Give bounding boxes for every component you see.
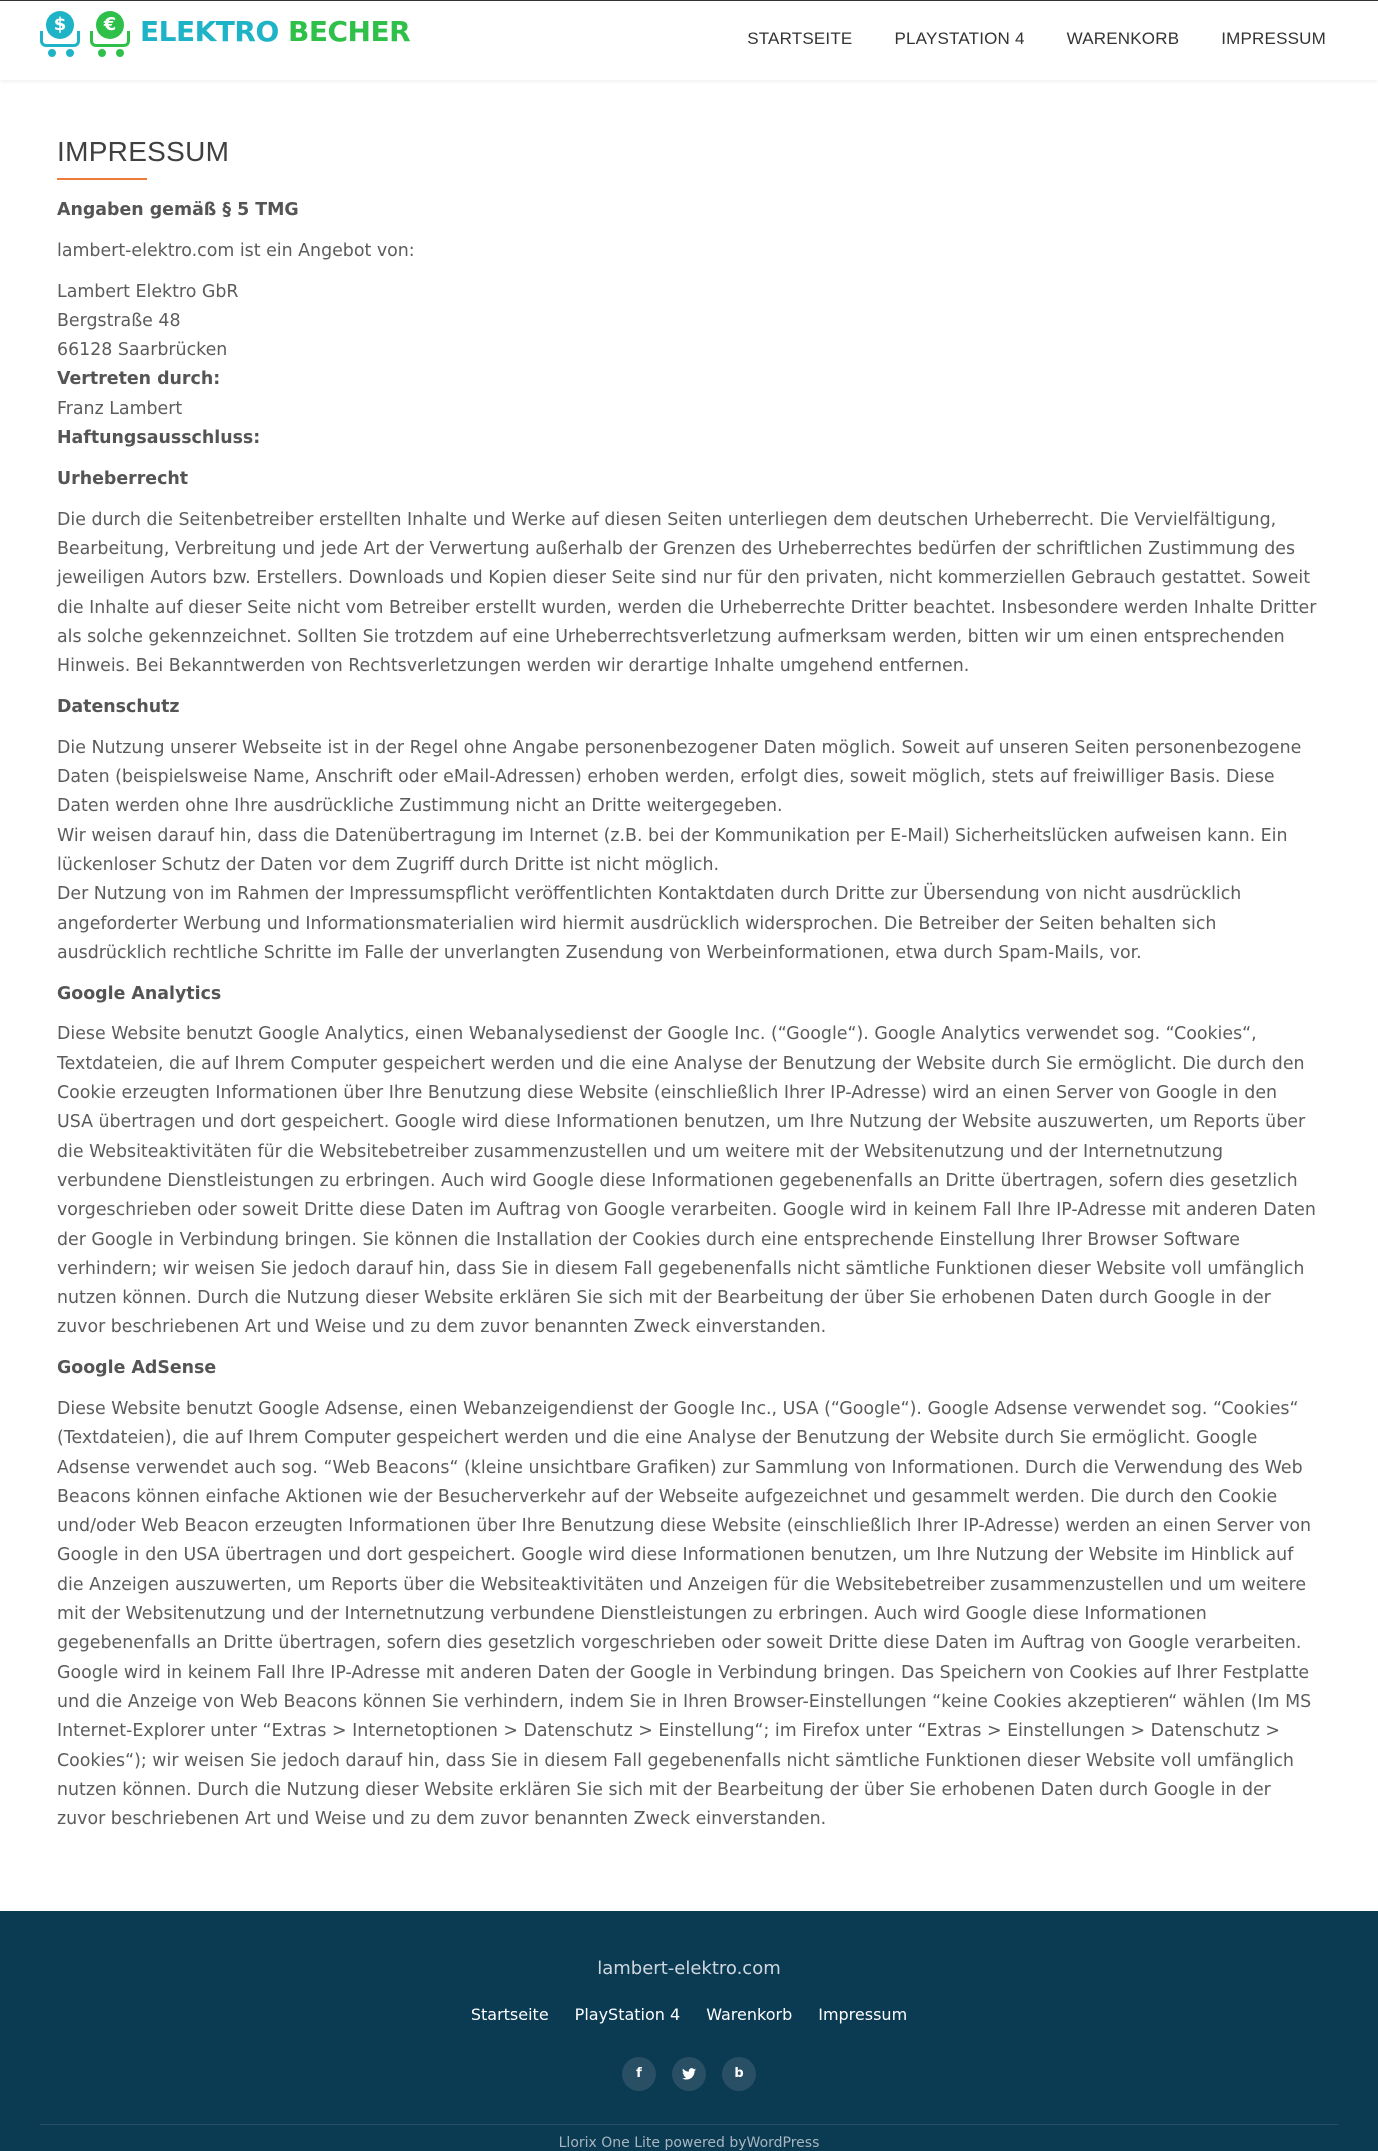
footer-nav-playstation-4[interactable]: PlayStation 4 [574, 2005, 681, 2024]
privacy-heading: Datenschutz [57, 696, 180, 717]
privacy-text-3: Der Nutzung von im Rahmen der Impressumspflicht veröffentlichten Kontaktdaten durch Dritte zur Übersendung von nicht ausdrücklich angeforderter Werbung und Informationsmaterialien wird hiermit ausdrücklich widersprochen. Die Betreiber der Seiten behalten sich ausdrücklich rechtliche Schritte im Falle der unverlangten Zusendung von Werbeinformationen, etwa durch Spam-Mails, vor. [57, 884, 1242, 963]
address-city: 66128 Saarbrücken [57, 340, 228, 361]
copyright-text: Die durch die Seitenbetreiber erstellten Inhalte und Werke auf diesen Seiten unterliegen dem deutschen Urheberrecht. Die Vervielfältigung, Bearbeitung, Verbreitung und jede Art der Verwertung außerhalb der Grenzen des Urheberrechtes bedürfen der schriftlichen Zustimmung des jeweiligen Autors bzw. Erstellers. Downloads und Kopien dieser Seite sind nur für den privaten, nicht kommerziellen Gebrauch gestattet. Soweit die Inhalte auf dieser Seite nicht vom Betreiber erstellt wurden, werden die Urheberrechte Dritter beachtet. Insbesondere werden Inhalte Dritter als solche gekennzeichnet. Sollten Sie trotzdem auf eine Urheberrechtsverletzung aufmerksam werden, bitten wir um einen entsprechenden Hinweis. Bei Bekanntwerden von Rechtsverletzungen werden wir derartige Inhalte umgehend entfernen. [57, 509, 1317, 677]
privacy-text [57, 734, 1317, 968]
logo-cart-icons [40, 11, 134, 59]
copyright-heading: Urheberrecht [57, 468, 189, 489]
footer-nav [0, 2005, 1378, 2024]
footer-social [0, 2057, 1378, 2091]
twitter-icon[interactable] [672, 2057, 706, 2091]
logo-text-part2: BECHER [288, 15, 411, 48]
impressum-text [57, 196, 1317, 1834]
address-company: Lambert Elektro GbR [57, 281, 239, 302]
adsense-heading: Google AdSense [57, 1358, 217, 1379]
facebook-icon[interactable]: f [622, 2057, 656, 2091]
nav-warenkorb[interactable]: WARENKORB [1066, 29, 1180, 48]
page-title: IMPRESSUM [57, 136, 230, 167]
footer-site-name: lambert-elektro.com [597, 1958, 781, 1979]
nav-startseite[interactable]: STARTSEITE [747, 29, 853, 48]
site-header [0, 0, 1378, 80]
main-nav [747, 29, 1326, 49]
title-underline [57, 178, 147, 180]
footer-divider [40, 2124, 1338, 2125]
site-footer [0, 1911, 1378, 2151]
logo-text [140, 11, 410, 53]
footer-nav-impressum[interactable]: Impressum [818, 2005, 908, 2024]
dollar-coin-icon: $ [46, 11, 74, 39]
address-block [57, 278, 1317, 454]
logo-text-part1: ELEKTRO [140, 15, 279, 48]
representative-name: Franz Lambert [57, 398, 183, 419]
main-content [57, 132, 1317, 1846]
blog-icon[interactable]: b [722, 2057, 756, 2091]
euro-coin-icon: € [96, 11, 124, 39]
euro-cart-icon [90, 11, 134, 59]
adsense-text: Diese Website benutzt Google Adsense, einen Webanzeigendienst der Google Inc., USA (“Google“). Google Adsense verwendet sog. “Cookies“ (Textdateien), die auf Ihrem Computer gespeichert werden und die eine Analyse der Benutzung der Website durch Sie ermöglicht. Google Adsense verwendet auch sog. “Web Beacons“ (kleine unsichtbare Grafiken) zur Sammlung von Informationen. Durch die Verwendung des Web Beacons können einfache Aktionen wie der Besucherverkehr auf der Webseite aufgezeichnet und gesammelt werden. Die durch den Cookie und/oder Web Beacon erzeugten Informationen über Ihre Benutzung diese Website (einschließlich Ihrer IP-Adresse) werden an einen Server von Google in den USA übertragen und dort gespeichert. Google wird diese Informationen benutzen, um Ihre Nutzung der Website im Hinblick auf die Anzeigen auszuwerten, um Reports über die Websiteaktivitäten und Anzeigen für die Websitebetreiber zusammenzustellen und um weitere mit der Websitenutzung und der Internetnutzung verbundene Dienstleistungen zu erbringen. Auch wird Google diese Informationen gegebenenfalls an Dritte übertragen, sofern dies gesetzlich vorgeschrieben oder soweit Dritte diese Daten im Auftrag von Google verarbeiten. Google wird in keinem Fall Ihre IP-Adresse mit anderen Daten der Google in Verbindung bringen. Das Speichern von Cookies auf Ihrer Festplatte und die Anzeige von Web Beacons können Sie verhindern, indem Sie in Ihren Browser-Einstellungen “keine Cookies akzeptieren“ wählen (Im MS Internet-Explorer unter “Extras > Internetoptionen > Datenschutz > Einstellung“; im Firefox unter “Extras > Einstellungen > Datenschutz > Cookies“); wir weisen Sie jedoch darauf hin, dass Sie in diesem Fall gegebenenfalls nicht sämtliche Funktionen dieser Website voll umfänglich nutzen können. Durch die Nutzung dieser Website erklären Sie sich mit der Bearbeitung der über Sie erhobenen Daten durch Google in der zuvor beschriebenen Art und Weise und zu dem zuvor benannten Zweck einverstanden. [57, 1398, 1312, 1830]
offer-text: lambert-elektro.com ist ein Angebot von: [57, 240, 415, 261]
privacy-text-2: Wir weisen darauf hin, dass die Datenübertragung im Internet (z.B. bei der Kommunikation per E-Mail) Sicherheitslücken aufweisen kann. Ein lückenloser Schutz der Daten vor dem Zugriff durch Dritte ist nicht möglich. [57, 825, 1288, 875]
dollar-cart-icon [40, 11, 84, 59]
disclaimer-label: Haftungsausschluss: [57, 428, 261, 449]
represented-label: Vertreten durch: [57, 369, 221, 390]
footer-nav-startseite[interactable]: Startseite [470, 2005, 549, 2024]
privacy-text-1: Die Nutzung unserer Webseite ist in der Regel ohne Angabe personenbezogener Daten möglich. Soweit auf unseren Seiten personenbezogene Daten (beispielsweise Name, Anschrift oder eMail-Adressen) erhoben werden, erfolgt dies, soweit möglich, stets auf freiwilliger Basis. Diese Daten werden ohne Ihre ausdrückliche Zustimmung nicht an Dritte weitergegeben. [57, 737, 1302, 817]
footer-credit: Llorix One Lite powered byWordPress [558, 2135, 820, 2151]
twitter-bird-icon [682, 2068, 696, 2080]
tmg-heading: Angaben gemäß § 5 TMG [57, 200, 299, 220]
analytics-text: Diese Website benutzt Google Analytics, einen Webanalysedienst der Google Inc. (“Google“). Google Analytics verwendet sog. “Cookies“, Textdateien, die auf Ihrem Computer gespeichert werden und die eine Analyse der Benutzung der Website durch Sie ermöglicht. Die durch den Cookie erzeugten Informationen über Ihre Benutzung diese Website (einschließlich Ihrer IP-Adresse) wird an einen Server von Google in den USA übertragen und dort gespeichert. Google wird diese Informationen benutzen, um Ihre Nutzung der Website auszuwerten, um Reports über die Websiteaktivitäten für die Websitebetreiber zusammenzustellen und um weitere mit der Websitenutzung und der Internetnutzung verbundene Dienstleistungen zu erbringen. Auch wird Google diese Informationen gegebenenfalls an Dritte übertragen, sofern dies gesetzlich vorgeschrieben oder soweit Dritte diese Daten im Auftrag von Google verarbeiten. Google wird in keinem Fall Ihre IP-Adresse mit anderen Daten der Google in Verbindung bringen. Sie können die Installation der Cookies durch eine entsprechende Einstellung Ihrer Browser Software verhindern; wir weisen Sie jedoch darauf hin, dass Sie in diesem Fall gegebenenfalls nicht sämtliche Funktionen dieser Website voll umfänglich nutzen können. Durch die Nutzung dieser Website erklären Sie sich mit der Bearbeitung der über Sie erhobenen Daten durch Google in der zuvor beschriebenen Art und Weise und zu dem zuvor benannten Zweck einverstanden. [57, 1024, 1316, 1338]
address-street: Bergstraße 48 [57, 310, 181, 331]
site-logo[interactable] [40, 11, 410, 61]
footer-nav-warenkorb[interactable]: Warenkorb [706, 2005, 793, 2024]
analytics-heading: Google Analytics [57, 983, 222, 1004]
nav-playstation-4[interactable]: PLAYSTATION 4 [894, 29, 1025, 48]
nav-impressum[interactable]: IMPRESSUM [1221, 29, 1326, 48]
